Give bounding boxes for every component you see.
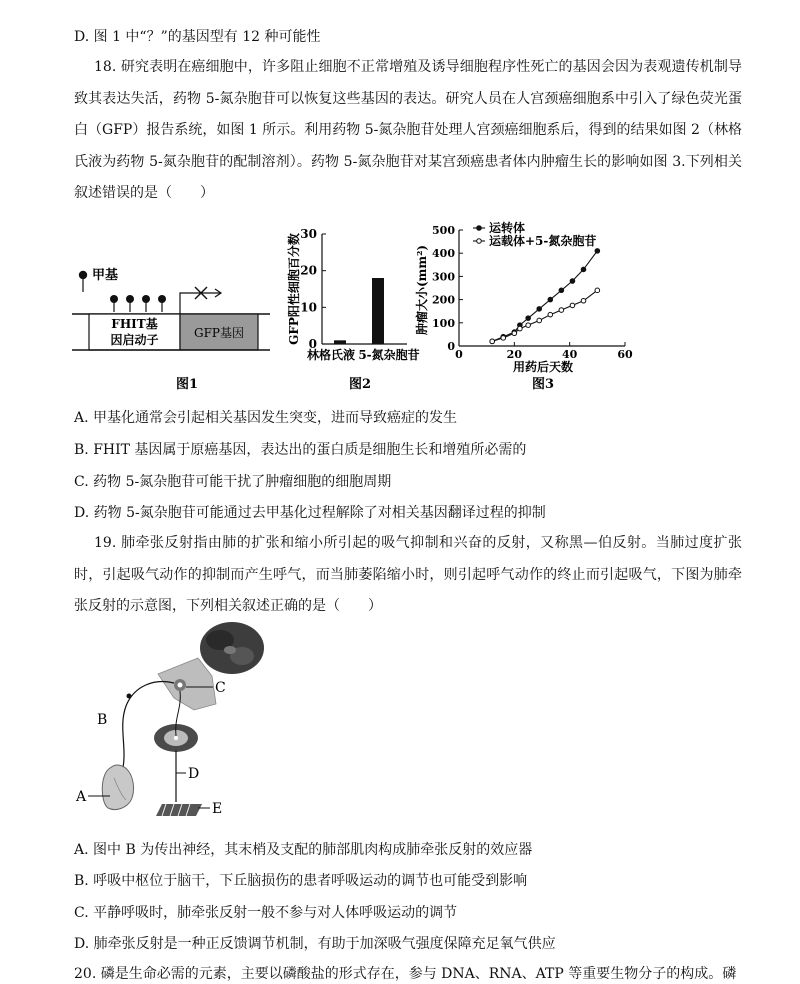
y-tick-label: 0	[308, 337, 317, 351]
figure-1	[70, 262, 280, 392]
bar	[334, 340, 346, 344]
data-point	[581, 267, 586, 272]
bar	[372, 278, 384, 344]
q18-stem	[74, 52, 742, 210]
figure-2-bar-chart	[285, 222, 435, 392]
x-axis-label: 用药后天数	[512, 360, 574, 374]
legend-methyl-icon	[79, 271, 87, 279]
q17-option-d: D. 图 1 中“？”的基因型有 12 种可能性	[74, 29, 321, 45]
series-line	[492, 290, 597, 341]
q18-option-d: D. 药物 5-氮杂胞苷可能通过去甲基化过程解除了对相关基因翻译过程的抑制	[74, 505, 546, 521]
label-c: C	[215, 680, 226, 696]
data-point	[548, 312, 553, 317]
legend-label: 运转体	[489, 221, 526, 235]
q19-option-a: A. 图中 B 为传出神经，其末梢及支配的肺部肌肉构成肺牵张反射的效应器	[74, 842, 533, 858]
q18-option-c: C. 药物 5-氮杂胞苷可能干扰了肿瘤细胞的细胞周期	[74, 474, 392, 490]
data-point	[581, 298, 586, 303]
q19-stem-text: 19. 肺牵张反射指由肺的扩张和缩小所引起的吸气抑制和兴奋的反射，又称黑—伯反射。当肺过度扩张时，引起吸气动作的抑制而产生呼气，而当肺萎陷缩小时，则引起呼气动作的终止而引起吸气，下图为肺牵张反射的示意图，下列相关叙述正确的是（ ）	[74, 535, 742, 614]
y-tick-label: 400	[432, 247, 455, 261]
x-tick-label: 40	[562, 348, 578, 361]
methyl-groups	[110, 295, 166, 312]
methyl-icon	[110, 295, 118, 303]
data-point	[526, 323, 531, 328]
promoter-label-line2: 因启动子	[110, 333, 159, 347]
data-point	[518, 326, 523, 331]
q18-stem-text: 18. 研究表明在癌细胞中，许多阻止细胞不正常增殖及诱导细胞程序性死亡的基因会因为表观遗传机制导致其表达失活，药物 5-氮杂胞苷可以恢复这些基因的表达。研究人员在人宫颈癌细胞系中引入了绿色荧光蛋白（GFP）报告系统，如图 1 所示。利用药物 5-氮杂胞苷处理人宫颈癌细胞系后，得到的结果如图 2（林格氏液为药物 5-氮杂胞苷的配制溶剂）。药物 5-氮杂胞苷对某宫颈癌患者体内肿瘤生长的影响如图 3.下列相关叙述错误的是（ ）	[74, 59, 742, 201]
methyl-icon	[158, 295, 166, 303]
q18-option-b: B. FHIT 基因属于原癌基因，表达出的蛋白质是细胞生长和增殖所必需的	[74, 442, 527, 458]
data-point	[595, 249, 600, 254]
data-point	[537, 307, 542, 312]
label-a: A	[76, 789, 87, 805]
data-point	[490, 339, 495, 344]
promoter-label-line1: FHIT基	[111, 317, 158, 331]
muscle-illustration	[156, 804, 202, 816]
label-e: E	[212, 801, 223, 817]
data-point	[548, 297, 553, 302]
fig3-caption: 图3	[531, 377, 555, 392]
legend-methyl-label: 甲基	[92, 268, 119, 283]
x-tick-label: 20	[506, 348, 522, 361]
y-axis-label: GFP阳性细胞百分数	[287, 233, 301, 345]
q19-option-d: D. 肺牵张反射是一种正反馈调节机制，有助于加深吸气强度保障充足氧气供应	[74, 936, 556, 952]
y-tick-label: 300	[432, 270, 455, 284]
brain-illustration	[200, 622, 264, 674]
y-tick-label: 10	[300, 300, 317, 315]
lung-illustration	[102, 765, 133, 810]
y-tick-label: 0	[447, 340, 455, 353]
data-point	[595, 288, 600, 293]
legend-marker	[477, 226, 482, 231]
ganglion-dot	[127, 694, 132, 699]
data-point	[526, 316, 531, 321]
y-tick-label: 100	[432, 316, 455, 330]
x-tick-label: 林格氏液	[306, 348, 356, 362]
brainstem	[158, 658, 216, 710]
figure-3-line-chart	[415, 218, 640, 392]
label-d: D	[188, 766, 200, 782]
y-tick-label: 500	[432, 224, 455, 237]
y-tick-label: 30	[300, 227, 317, 241]
fig2-caption: 图2	[348, 377, 372, 392]
x-tick-label: 5-氮杂胞苷	[358, 348, 420, 362]
methyl-icon	[142, 295, 150, 303]
methyl-icon	[126, 295, 134, 303]
data-point	[559, 288, 564, 293]
data-point	[501, 336, 506, 341]
label-b: B	[97, 712, 108, 728]
x-tick-label: 0	[455, 348, 463, 361]
transcription-arrow	[180, 293, 220, 314]
q19-option-c: C. 平静呼吸时，肺牵张反射一般不参与对人体呼吸运动的调节	[74, 905, 458, 921]
x-tick-label: 60	[617, 348, 633, 361]
y-tick-label: 20	[300, 263, 317, 278]
data-point	[512, 331, 517, 336]
gfp-gene-label: GFP基因	[194, 326, 244, 340]
legend-label: 运载体+5-氮杂胞苷	[489, 234, 597, 248]
q19-stem	[74, 528, 742, 623]
data-point	[537, 318, 542, 323]
series-line	[492, 251, 597, 342]
data-point	[570, 303, 575, 308]
q19-option-b: B. 呼吸中枢位于脑干，下丘脑损伤的患者呼吸运动的调节也可能受到影响	[74, 873, 528, 889]
data-point	[570, 279, 575, 284]
lung-stretch-reflex-diagram	[70, 618, 270, 828]
q18-option-a: A. 甲基化通常会引起相关基因发生突变，进而导致癌症的发生	[74, 410, 458, 426]
q20-stem-start: 20. 磷是生命必需的元素，主要以磷酸盐的形式存在，参与 DNA、RNA、ATP 等重要生物分子的构成。磷	[74, 966, 737, 982]
legend-marker	[477, 239, 482, 244]
y-axis-label: 肿瘤大小(mm²)	[415, 244, 429, 336]
y-tick-label: 200	[432, 293, 455, 307]
data-point	[559, 308, 564, 313]
fig1-caption: 图1	[175, 377, 199, 392]
